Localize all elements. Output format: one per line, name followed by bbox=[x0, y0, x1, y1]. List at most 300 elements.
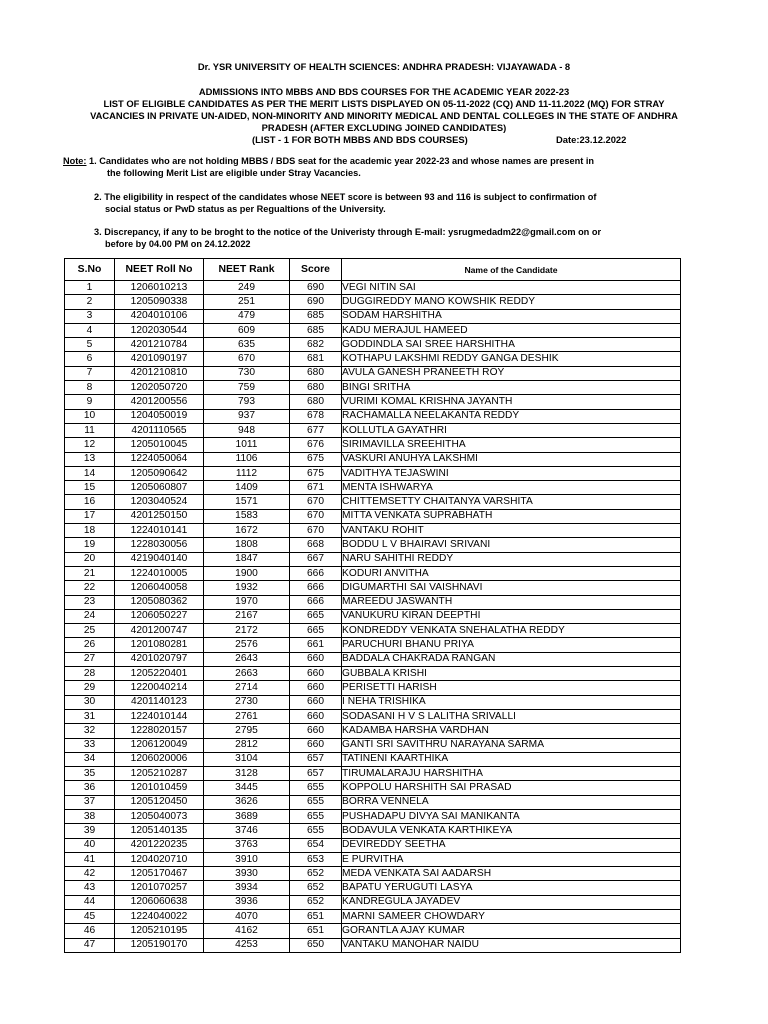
note-2-line-2: social status or PwD status as per Regualtions of the University. bbox=[105, 204, 386, 214]
cell-sno: 8 bbox=[65, 381, 115, 395]
list-description-line-1: LIST OF ELIGIBLE CANDIDATES AS PER THE MERIT LISTS DISPLAYED ON 05-11-2022 (CQ) AND 11-11.2022 (MQ) FOR STRAY bbox=[103, 98, 665, 109]
cell-score: 655 bbox=[290, 824, 342, 838]
cell-sno: 26 bbox=[65, 638, 115, 652]
cell-rank: 3934 bbox=[204, 881, 290, 895]
cell-sno: 35 bbox=[65, 767, 115, 781]
cell-sno: 17 bbox=[65, 509, 115, 523]
note-2 bbox=[94, 191, 596, 215]
list-type-line bbox=[0, 134, 768, 146]
cell-sno: 39 bbox=[65, 824, 115, 838]
cell-candidate-name: DEVIREDDY SEETHA bbox=[342, 838, 681, 852]
table-row bbox=[65, 366, 681, 380]
cell-rank: 1847 bbox=[204, 552, 290, 566]
cell-sno: 27 bbox=[65, 652, 115, 666]
cell-candidate-name: MAREEDU JASWANTH bbox=[342, 595, 681, 609]
university-name: Dr. YSR UNIVERSITY OF HEALTH SCIENCES: ANDHRA PRADESH: VIJAYAWADA - 8 bbox=[197, 61, 571, 72]
cell-roll-no: 1206120049 bbox=[115, 738, 204, 752]
cell-roll-no: 1205090642 bbox=[115, 466, 204, 480]
cell-score: 653 bbox=[290, 852, 342, 866]
cell-sno: 4 bbox=[65, 323, 115, 337]
cell-score: 660 bbox=[290, 709, 342, 723]
table-row bbox=[65, 681, 681, 695]
cell-roll-no: 1203040524 bbox=[115, 495, 204, 509]
cell-roll-no: 1206040058 bbox=[115, 581, 204, 595]
cell-candidate-name: GUBBALA KRISHI bbox=[342, 667, 681, 681]
cell-score: 680 bbox=[290, 395, 342, 409]
cell-candidate-name: BINGI SRITHA bbox=[342, 381, 681, 395]
cell-roll-no: 1205010045 bbox=[115, 438, 204, 452]
cell-score: 657 bbox=[290, 767, 342, 781]
admissions-line: ADMISSIONS INTO MBBS AND BDS COURSES FOR THE ACADEMIC YEAR 2022-23 bbox=[198, 86, 570, 97]
table-row bbox=[65, 852, 681, 866]
cell-roll-no: 1201080281 bbox=[115, 638, 204, 652]
cell-rank: 948 bbox=[204, 423, 290, 437]
cell-score: 682 bbox=[290, 338, 342, 352]
cell-sno: 5 bbox=[65, 338, 115, 352]
cell-score: 660 bbox=[290, 681, 342, 695]
cell-rank: 1011 bbox=[204, 438, 290, 452]
cell-roll-no: 1205220401 bbox=[115, 667, 204, 681]
table-row bbox=[65, 452, 681, 466]
cell-sno: 44 bbox=[65, 895, 115, 909]
cell-candidate-name: VANUKURU KIRAN DEEPTHI bbox=[342, 609, 681, 623]
cell-candidate-name: MITTA VENKATA SUPRABHATH bbox=[342, 509, 681, 523]
cell-score: 670 bbox=[290, 495, 342, 509]
cell-rank: 2714 bbox=[204, 681, 290, 695]
cell-rank: 2663 bbox=[204, 667, 290, 681]
column-header-candidate-name: Name of the Candidate bbox=[342, 259, 681, 281]
cell-sno: 16 bbox=[65, 495, 115, 509]
cell-rank: 2812 bbox=[204, 738, 290, 752]
cell-candidate-name: SODASANI H V S LALITHA SRIVALLI bbox=[342, 709, 681, 723]
table-row bbox=[65, 566, 681, 580]
cell-score: 666 bbox=[290, 566, 342, 580]
cell-score: 660 bbox=[290, 695, 342, 709]
cell-sno: 6 bbox=[65, 352, 115, 366]
cell-rank: 759 bbox=[204, 381, 290, 395]
cell-sno: 47 bbox=[65, 938, 115, 952]
cell-candidate-name: AVULA GANESH PRANEETH ROY bbox=[342, 366, 681, 380]
cell-candidate-name: BADDALA CHAKRADA RANGAN bbox=[342, 652, 681, 666]
cell-score: 655 bbox=[290, 795, 342, 809]
cell-roll-no: 1205080362 bbox=[115, 595, 204, 609]
table-row bbox=[65, 809, 681, 823]
cell-candidate-name: MARNI SAMEER CHOWDARY bbox=[342, 910, 681, 924]
cell-rank: 2795 bbox=[204, 724, 290, 738]
table-row bbox=[65, 895, 681, 909]
note-label: Note: bbox=[63, 156, 87, 166]
cell-rank: 1808 bbox=[204, 538, 290, 552]
note-3 bbox=[94, 226, 601, 250]
table-row bbox=[65, 638, 681, 652]
cell-roll-no: 1224040022 bbox=[115, 910, 204, 924]
cell-score: 666 bbox=[290, 595, 342, 609]
cell-score: 652 bbox=[290, 881, 342, 895]
cell-roll-no: 4201020797 bbox=[115, 652, 204, 666]
cell-sno: 22 bbox=[65, 581, 115, 595]
table-row bbox=[65, 624, 681, 638]
cell-sno: 33 bbox=[65, 738, 115, 752]
table-row bbox=[65, 881, 681, 895]
table-row bbox=[65, 795, 681, 809]
cell-candidate-name: RACHAMALLA NEELAKANTA REDDY bbox=[342, 409, 681, 423]
cell-roll-no: 1205140135 bbox=[115, 824, 204, 838]
cell-rank: 3689 bbox=[204, 809, 290, 823]
cell-rank: 1409 bbox=[204, 481, 290, 495]
cell-candidate-name: VADITHYA TEJASWINI bbox=[342, 466, 681, 480]
cell-roll-no: 1202030544 bbox=[115, 323, 204, 337]
cell-rank: 2761 bbox=[204, 709, 290, 723]
table-row bbox=[65, 338, 681, 352]
cell-roll-no: 1224050064 bbox=[115, 452, 204, 466]
admissions-heading bbox=[0, 86, 768, 146]
cell-sno: 19 bbox=[65, 538, 115, 552]
cell-score: 655 bbox=[290, 781, 342, 795]
cell-candidate-name: KOTHAPU LAKSHMI REDDY GANGA DESHIK bbox=[342, 352, 681, 366]
cell-rank: 4162 bbox=[204, 924, 290, 938]
cell-sno: 40 bbox=[65, 838, 115, 852]
cell-roll-no: 1201010459 bbox=[115, 781, 204, 795]
cell-score: 690 bbox=[290, 281, 342, 295]
table-row bbox=[65, 481, 681, 495]
cell-rank: 2576 bbox=[204, 638, 290, 652]
cell-rank: 1672 bbox=[204, 524, 290, 538]
cell-candidate-name: BAPATU YERUGUTI LASYA bbox=[342, 881, 681, 895]
cell-candidate-name: PERISETTI HARISH bbox=[342, 681, 681, 695]
cell-roll-no: 4201250150 bbox=[115, 509, 204, 523]
cell-sno: 10 bbox=[65, 409, 115, 423]
cell-score: 668 bbox=[290, 538, 342, 552]
cell-roll-no: 1204020710 bbox=[115, 852, 204, 866]
cell-candidate-name: VANTAKU ROHIT bbox=[342, 524, 681, 538]
table-row bbox=[65, 667, 681, 681]
cell-score: 660 bbox=[290, 667, 342, 681]
cell-sno: 38 bbox=[65, 809, 115, 823]
cell-roll-no: 1205060807 bbox=[115, 481, 204, 495]
cell-candidate-name: CHITTEMSETTY CHAITANYA VARSHITA bbox=[342, 495, 681, 509]
cell-rank: 249 bbox=[204, 281, 290, 295]
cell-rank: 1970 bbox=[204, 595, 290, 609]
cell-sno: 46 bbox=[65, 924, 115, 938]
cell-sno: 29 bbox=[65, 681, 115, 695]
cell-score: 681 bbox=[290, 352, 342, 366]
cell-candidate-name: TIRUMALARAJU HARSHITHA bbox=[342, 767, 681, 781]
table-row bbox=[65, 509, 681, 523]
cell-sno: 12 bbox=[65, 438, 115, 452]
cell-sno: 3 bbox=[65, 309, 115, 323]
cell-candidate-name: BORRA VENNELA bbox=[342, 795, 681, 809]
table-row bbox=[65, 824, 681, 838]
cell-sno: 36 bbox=[65, 781, 115, 795]
cell-rank: 1571 bbox=[204, 495, 290, 509]
cell-score: 655 bbox=[290, 809, 342, 823]
table-row bbox=[65, 781, 681, 795]
cell-candidate-name: KADU MERAJUL HAMEED bbox=[342, 323, 681, 337]
cell-candidate-name: PARUCHURI BHANU PRIYA bbox=[342, 638, 681, 652]
cell-sno: 24 bbox=[65, 609, 115, 623]
table-row bbox=[65, 352, 681, 366]
table-row bbox=[65, 652, 681, 666]
cell-score: 652 bbox=[290, 895, 342, 909]
table-row bbox=[65, 295, 681, 309]
cell-rank: 3104 bbox=[204, 752, 290, 766]
cell-sno: 20 bbox=[65, 552, 115, 566]
cell-sno: 21 bbox=[65, 566, 115, 580]
table-row bbox=[65, 395, 681, 409]
table-row bbox=[65, 709, 681, 723]
table-row bbox=[65, 581, 681, 595]
cell-score: 665 bbox=[290, 624, 342, 638]
table-row bbox=[65, 910, 681, 924]
cell-sno: 23 bbox=[65, 595, 115, 609]
cell-candidate-name: SODAM HARSHITHA bbox=[342, 309, 681, 323]
cell-rank: 251 bbox=[204, 295, 290, 309]
cell-roll-no: 1206020006 bbox=[115, 752, 204, 766]
cell-roll-no: 1205210195 bbox=[115, 924, 204, 938]
cell-score: 680 bbox=[290, 381, 342, 395]
cell-roll-no: 4219040140 bbox=[115, 552, 204, 566]
cell-roll-no: 1205190170 bbox=[115, 938, 204, 952]
table-row bbox=[65, 552, 681, 566]
cell-roll-no: 1205040073 bbox=[115, 809, 204, 823]
cell-candidate-name: BODAVULA VENKATA KARTHIKEYA bbox=[342, 824, 681, 838]
cell-rank: 635 bbox=[204, 338, 290, 352]
cell-candidate-name: GORANTLA AJAY KUMAR bbox=[342, 924, 681, 938]
cell-score: 650 bbox=[290, 938, 342, 952]
cell-score: 670 bbox=[290, 509, 342, 523]
cell-score: 690 bbox=[290, 295, 342, 309]
cell-roll-no: 1224010005 bbox=[115, 566, 204, 580]
cell-score: 660 bbox=[290, 652, 342, 666]
cell-candidate-name: VEGI NITIN SAI bbox=[342, 281, 681, 295]
table-body bbox=[65, 281, 681, 953]
cell-rank: 3626 bbox=[204, 795, 290, 809]
cell-roll-no: 1201070257 bbox=[115, 881, 204, 895]
cell-rank: 1112 bbox=[204, 466, 290, 480]
cell-score: 657 bbox=[290, 752, 342, 766]
cell-candidate-name: GANTI SRI SAVITHRU NARAYANA SARMA bbox=[342, 738, 681, 752]
cell-score: 665 bbox=[290, 609, 342, 623]
note-1-line-2: the following Merit List are eligible under Stray Vacancies. bbox=[107, 168, 361, 178]
column-header-sno: S.No bbox=[65, 259, 115, 281]
note-1 bbox=[63, 155, 594, 179]
cell-roll-no: 4201140123 bbox=[115, 695, 204, 709]
cell-score: 654 bbox=[290, 838, 342, 852]
cell-sno: 42 bbox=[65, 867, 115, 881]
cell-sno: 25 bbox=[65, 624, 115, 638]
cell-candidate-name: E PURVITHA bbox=[342, 852, 681, 866]
cell-rank: 937 bbox=[204, 409, 290, 423]
column-header-score: Score bbox=[290, 259, 342, 281]
table-row bbox=[65, 838, 681, 852]
university-title bbox=[0, 61, 768, 73]
cell-sno: 14 bbox=[65, 466, 115, 480]
cell-score: 675 bbox=[290, 452, 342, 466]
table-row bbox=[65, 323, 681, 337]
cell-rank: 3930 bbox=[204, 867, 290, 881]
cell-sno: 32 bbox=[65, 724, 115, 738]
cell-rank: 3763 bbox=[204, 838, 290, 852]
table-row bbox=[65, 767, 681, 781]
cell-sno: 37 bbox=[65, 795, 115, 809]
cell-score: 680 bbox=[290, 366, 342, 380]
cell-roll-no: 4201090197 bbox=[115, 352, 204, 366]
cell-rank: 730 bbox=[204, 366, 290, 380]
cell-rank: 4253 bbox=[204, 938, 290, 952]
column-header-roll-no: NEET Roll No bbox=[115, 259, 204, 281]
cell-candidate-name: KODURI ANVITHA bbox=[342, 566, 681, 580]
cell-roll-no: 1205210287 bbox=[115, 767, 204, 781]
cell-candidate-name: I NEHA TRISHIKA bbox=[342, 695, 681, 709]
table-row bbox=[65, 695, 681, 709]
cell-sno: 2 bbox=[65, 295, 115, 309]
cell-candidate-name: SIRIMAVILLA SREEHITHA bbox=[342, 438, 681, 452]
cell-rank: 1900 bbox=[204, 566, 290, 580]
cell-score: 666 bbox=[290, 581, 342, 595]
note-2-line-1: 2. The eligibility in respect of the candidates whose NEET score is between 93 and 116 is subject to confirmation of bbox=[94, 192, 597, 202]
cell-rank: 2643 bbox=[204, 652, 290, 666]
table-row bbox=[65, 438, 681, 452]
table-row bbox=[65, 938, 681, 952]
table-row bbox=[65, 738, 681, 752]
cell-score: 676 bbox=[290, 438, 342, 452]
table-row bbox=[65, 524, 681, 538]
cell-roll-no: 4201200556 bbox=[115, 395, 204, 409]
cell-candidate-name: GODDINDLA SAI SREE HARSHITHA bbox=[342, 338, 681, 352]
cell-rank: 2172 bbox=[204, 624, 290, 638]
cell-candidate-name: KADAMBA HARSHA VARDHAN bbox=[342, 724, 681, 738]
table-row bbox=[65, 924, 681, 938]
cell-rank: 1583 bbox=[204, 509, 290, 523]
cell-roll-no: 1202050720 bbox=[115, 381, 204, 395]
cell-roll-no: 1205090338 bbox=[115, 295, 204, 309]
cell-roll-no: 4201200747 bbox=[115, 624, 204, 638]
cell-rank: 4070 bbox=[204, 910, 290, 924]
cell-rank: 1106 bbox=[204, 452, 290, 466]
cell-score: 675 bbox=[290, 466, 342, 480]
table-row bbox=[65, 466, 681, 480]
table-row bbox=[65, 281, 681, 295]
table-row bbox=[65, 409, 681, 423]
publication-date: Date:23.12.2022 bbox=[556, 134, 627, 145]
cell-rank: 793 bbox=[204, 395, 290, 409]
cell-sno: 7 bbox=[65, 366, 115, 380]
table-header-row bbox=[65, 259, 681, 281]
cell-rank: 609 bbox=[204, 323, 290, 337]
table-row bbox=[65, 495, 681, 509]
table-row bbox=[65, 538, 681, 552]
cell-rank: 479 bbox=[204, 309, 290, 323]
cell-sno: 28 bbox=[65, 667, 115, 681]
cell-score: 677 bbox=[290, 423, 342, 437]
cell-roll-no: 4201220235 bbox=[115, 838, 204, 852]
list-description-line-3: PRADESH (AFTER EXCLUDING JOINED CANDIDATES) bbox=[261, 122, 507, 133]
cell-sno: 1 bbox=[65, 281, 115, 295]
cell-roll-no: 1205170467 bbox=[115, 867, 204, 881]
cell-sno: 43 bbox=[65, 881, 115, 895]
cell-roll-no: 1228020157 bbox=[115, 724, 204, 738]
cell-candidate-name: KANDREGULA JAYADEV bbox=[342, 895, 681, 909]
cell-roll-no: 4201210810 bbox=[115, 366, 204, 380]
cell-rank: 3910 bbox=[204, 852, 290, 866]
cell-rank: 3746 bbox=[204, 824, 290, 838]
cell-roll-no: 1205120450 bbox=[115, 795, 204, 809]
cell-candidate-name: MENTA ISHWARYA bbox=[342, 481, 681, 495]
cell-candidate-name: KOLLUTLA GAYATHRI bbox=[342, 423, 681, 437]
table-row bbox=[65, 595, 681, 609]
column-header-rank: NEET Rank bbox=[204, 259, 290, 281]
note-1-line-1: 1. Candidates who are not holding MBBS / BDS seat for the academic year 2022-23 and whose names are present in bbox=[89, 156, 595, 166]
cell-rank: 670 bbox=[204, 352, 290, 366]
cell-candidate-name: DUGGIREDDY MANO KOWSHIK REDDY bbox=[342, 295, 681, 309]
cell-rank: 2730 bbox=[204, 695, 290, 709]
cell-rank: 2167 bbox=[204, 609, 290, 623]
cell-roll-no: 1206010213 bbox=[115, 281, 204, 295]
merit-list-table bbox=[64, 258, 681, 953]
cell-rank: 3128 bbox=[204, 767, 290, 781]
cell-sno: 11 bbox=[65, 423, 115, 437]
table-row bbox=[65, 309, 681, 323]
list-description-line-2: VACANCIES IN PRIVATE UN-AIDED, NON-MINORITY AND MINORITY MEDICAL AND DENTAL COLLEGES IN THE STATE OF ANDHRA bbox=[90, 110, 678, 121]
cell-score: 661 bbox=[290, 638, 342, 652]
cell-roll-no: 1206050227 bbox=[115, 609, 204, 623]
cell-score: 671 bbox=[290, 481, 342, 495]
cell-roll-no: 1220040214 bbox=[115, 681, 204, 695]
cell-sno: 41 bbox=[65, 852, 115, 866]
cell-candidate-name: NARU SAHITHI REDDY bbox=[342, 552, 681, 566]
cell-rank: 3936 bbox=[204, 895, 290, 909]
cell-score: 685 bbox=[290, 309, 342, 323]
cell-rank: 1932 bbox=[204, 581, 290, 595]
cell-score: 660 bbox=[290, 738, 342, 752]
cell-sno: 31 bbox=[65, 709, 115, 723]
cell-sno: 9 bbox=[65, 395, 115, 409]
table-row bbox=[65, 423, 681, 437]
cell-score: 652 bbox=[290, 867, 342, 881]
cell-candidate-name: MEDA VENKATA SAI AADARSH bbox=[342, 867, 681, 881]
cell-candidate-name: KOPPOLU HARSHITH SAI PRASAD bbox=[342, 781, 681, 795]
cell-roll-no: 1228030056 bbox=[115, 538, 204, 552]
cell-candidate-name: VASKURI ANUHYA LAKSHMI bbox=[342, 452, 681, 466]
note-3-line-2: before by 04.00 PM on 24.12.2022 bbox=[105, 239, 251, 249]
cell-sno: 13 bbox=[65, 452, 115, 466]
cell-score: 651 bbox=[290, 924, 342, 938]
table-row bbox=[65, 724, 681, 738]
cell-roll-no: 4201110565 bbox=[115, 423, 204, 437]
cell-candidate-name: BODDU L V BHAIRAVI SRIVANI bbox=[342, 538, 681, 552]
cell-score: 685 bbox=[290, 323, 342, 337]
cell-score: 660 bbox=[290, 724, 342, 738]
cell-candidate-name: VANTAKU MANOHAR NAIDU bbox=[342, 938, 681, 952]
cell-score: 667 bbox=[290, 552, 342, 566]
table-row bbox=[65, 867, 681, 881]
cell-roll-no: 4201210784 bbox=[115, 338, 204, 352]
table-row bbox=[65, 609, 681, 623]
cell-sno: 30 bbox=[65, 695, 115, 709]
cell-sno: 15 bbox=[65, 481, 115, 495]
table-row bbox=[65, 752, 681, 766]
table-row bbox=[65, 381, 681, 395]
cell-roll-no: 1224010144 bbox=[115, 709, 204, 723]
cell-score: 670 bbox=[290, 524, 342, 538]
cell-sno: 34 bbox=[65, 752, 115, 766]
note-3-line-1: 3. Discrepancy, if any to be broght to the notice of the Univeristy through E-mail: ysrugmedadm22@gmail.com on or bbox=[94, 227, 602, 237]
cell-candidate-name: PUSHADAPU DIVYA SAI MANIKANTA bbox=[342, 809, 681, 823]
cell-candidate-name: TATINENI KAARTHIKA bbox=[342, 752, 681, 766]
cell-rank: 3445 bbox=[204, 781, 290, 795]
cell-roll-no: 1204050019 bbox=[115, 409, 204, 423]
cell-sno: 45 bbox=[65, 910, 115, 924]
